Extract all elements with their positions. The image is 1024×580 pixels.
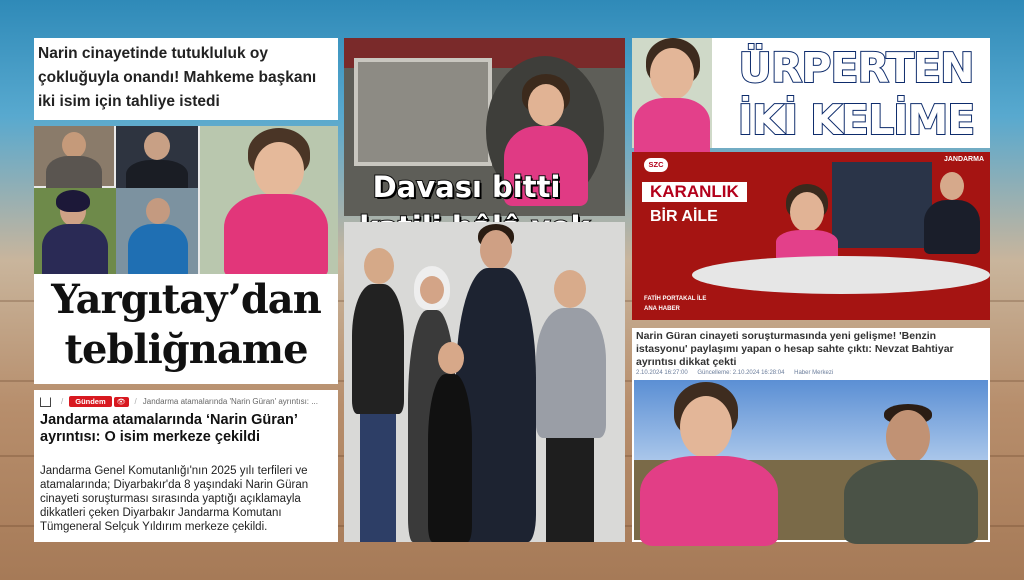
channel-logo: SZC	[644, 158, 668, 172]
grave-frame	[354, 58, 492, 166]
mother-photo	[34, 188, 116, 274]
breadcrumb: / Gündem 👁 / Jandarma atamalarında 'Narin Güran' ayrıntısı: ...	[40, 396, 332, 410]
program-name: ANA HABER	[644, 306, 680, 312]
article-meta	[636, 370, 986, 376]
title-line: ÜRPERTEN	[738, 44, 974, 92]
studio-desk	[692, 256, 990, 294]
narin-inset	[772, 184, 842, 254]
breadcrumb-current: Jandarma atamalarında 'Narin Güran' ayrıntısı: ...	[142, 397, 318, 406]
show-name: FATİH PORTAKAL İLE	[644, 296, 707, 302]
suspect-photo	[34, 126, 114, 186]
article-headline[interactable]: Narin Güran cinayeti soruşturmasında yeni gelişme! 'Benzin istasyonu' paylaşımı yapan o hesap sahte çıktı: Nevzat Bahtiyar ayrıntısı dikkat çekti	[636, 330, 954, 368]
caption-line: Davası bitti	[372, 170, 561, 204]
article-source: Haber Merkezi	[794, 370, 834, 376]
article-photo	[634, 380, 988, 540]
article-body: Jandarma Genel Komutanlığı'nın 2025 yılı terfileri ve atamalarında; Diyarbakır'da 8 yaşındaki Narin Güran cinayeti soruşturması sırasında yaptığı açıklamayla dikkatleri çeken Diyarbakır Jandarma Komutanı Tümgeneral Selçuk Yıldırım merkeze çekildi.	[40, 465, 309, 533]
child-figure	[428, 342, 472, 542]
news-article-card[interactable]	[632, 328, 990, 542]
tv-banner: KARANLIK	[642, 182, 747, 202]
brother-photo	[116, 188, 198, 274]
boy-left	[352, 248, 404, 542]
category-badge[interactable]: Gündem	[69, 396, 111, 407]
article-headline[interactable]: Jandarma atamalarında ‘Narin Güran’ ayrıntısı: O isim merkeze çekildi	[40, 412, 298, 445]
home-icon[interactable]	[40, 397, 51, 407]
boy-right	[532, 270, 608, 542]
narin-figure	[634, 380, 784, 540]
tv-banner: BİR AİLE	[650, 208, 718, 225]
corner-label: JANDARMA	[943, 156, 984, 163]
headline-text: Narin cinayetinde tutukluluk oy çokluğuyla onandı! Mahkeme başkanı iki isim için tahliye istedi	[38, 45, 317, 110]
eye-icon: 👁	[114, 397, 129, 407]
narin-portrait	[632, 38, 712, 148]
tv-screenshot	[632, 152, 990, 320]
title-line: İKİ KELİME	[737, 96, 975, 144]
urperten-clip	[632, 38, 990, 148]
gendarmerie-crowd	[832, 162, 932, 248]
publish-date: 2.10.2024 16:27:00	[636, 370, 688, 376]
anchor-figure	[922, 172, 982, 252]
title-line: Yargıtay’dan	[51, 276, 321, 323]
collage-photo	[34, 126, 338, 274]
narin-photo	[200, 126, 338, 274]
news-article-card[interactable]	[34, 390, 338, 542]
update-date: Güncelleme: 2.10.2024 16:28:04	[697, 370, 785, 376]
title-line: tebliğname	[64, 326, 308, 373]
yargitay-title	[34, 274, 338, 384]
newspaper-clip	[344, 38, 625, 216]
official-photo	[116, 126, 198, 188]
headline-card[interactable]	[34, 38, 338, 120]
man-figure	[834, 404, 984, 540]
family-photo	[344, 222, 625, 542]
